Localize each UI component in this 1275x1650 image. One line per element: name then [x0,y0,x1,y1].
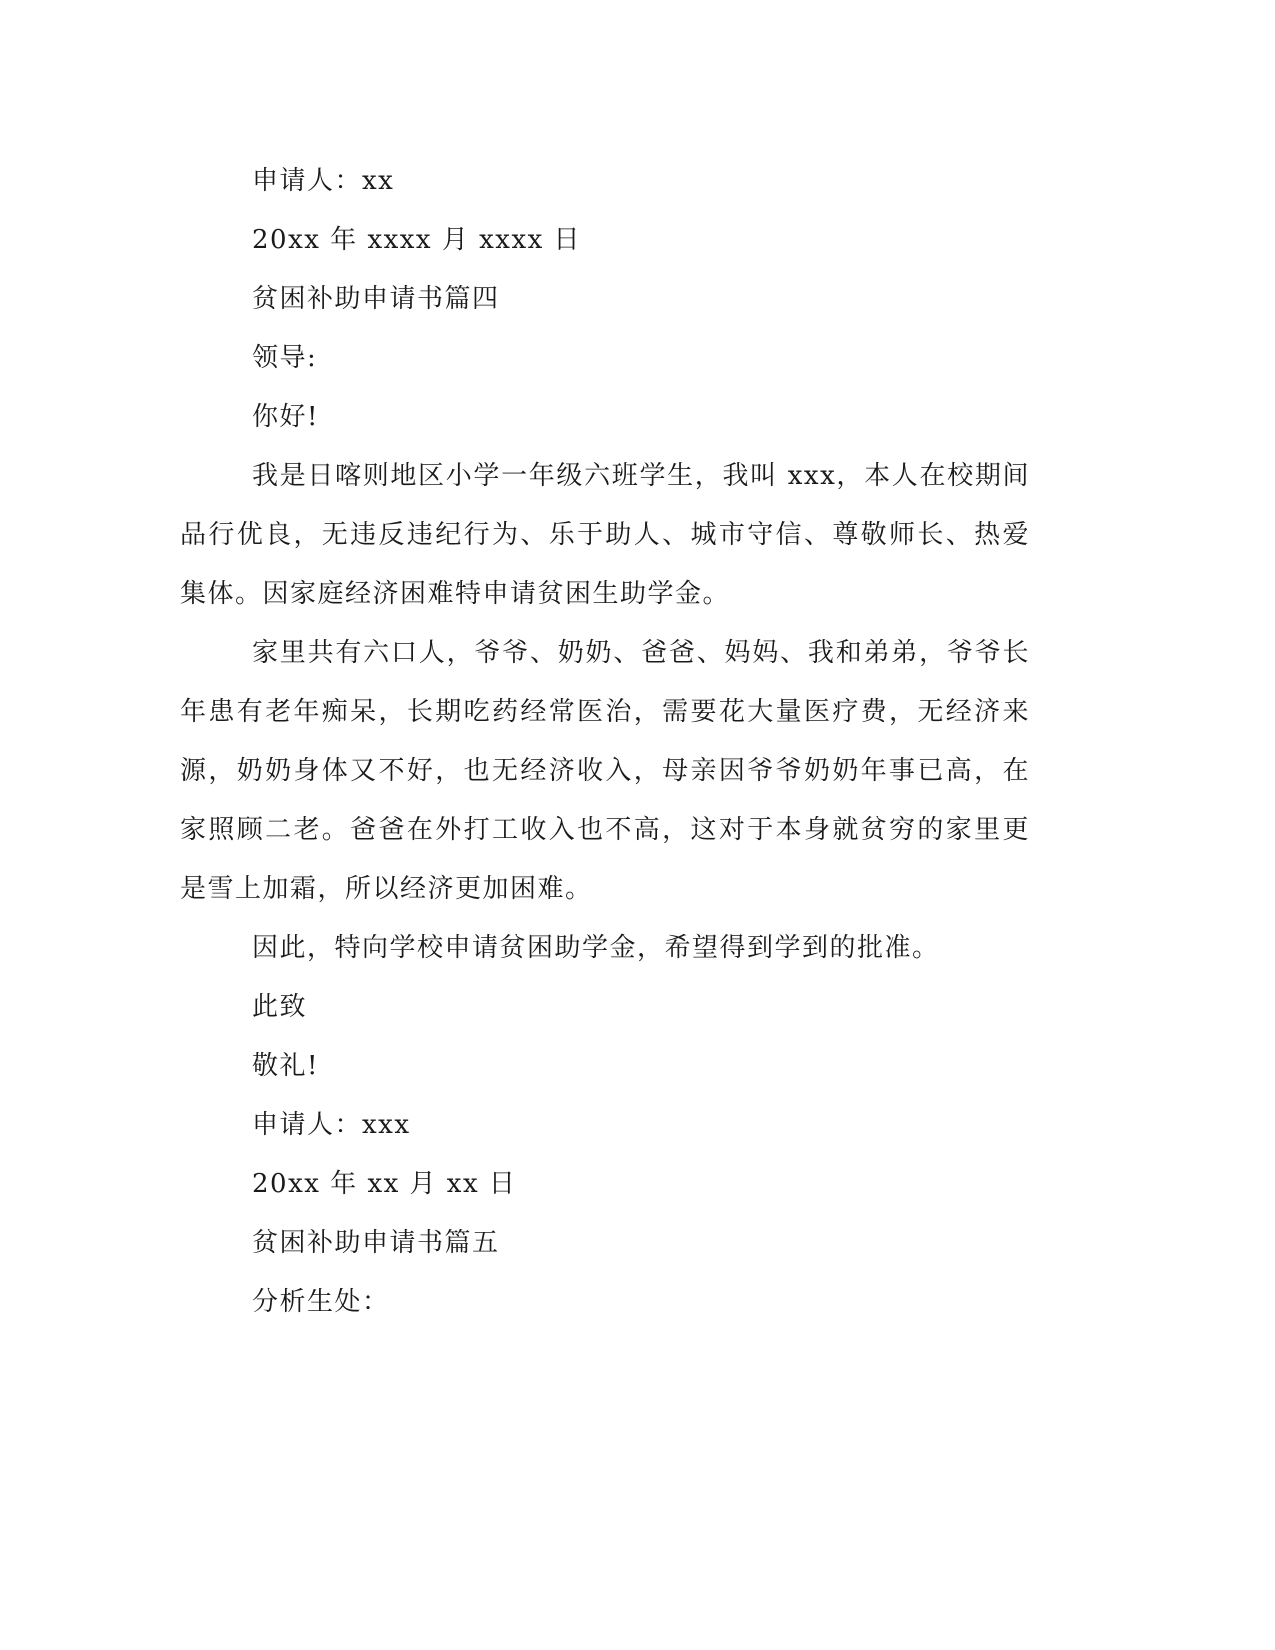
section-title-five: 贫困补助申请书篇五 [252,1228,500,1258]
signature-date: 20xx 年 xx 月 xx 日 [252,1169,517,1199]
applicant-signature: 申请人：xxx [252,1110,411,1140]
paragraph-intro: 我是日喀则地区小学一年级六班学生，我叫 xxx，本人在校期间品行优良，无违反违纪行为、乐于助人、城市守信、尊敬师长、热爱集体。因家庭经济困难特申请贫困生助学金。 [180,461,1030,609]
salutation: 领导: [252,343,318,373]
addressee-five: 分析生处： [252,1287,390,1317]
section-title-four: 贫困补助申请书篇四 [252,284,500,314]
request-line: 因此，特向学校申请贫困助学金，希望得到学到的批准。 [252,933,940,963]
applicant-line: 申请人：xx [252,166,395,196]
closing-jingli: 敬礼! [252,1051,319,1081]
document-body [180,152,1030,1332]
date-line: 20xx 年 xxxx 月 xxxx 日 [252,225,582,255]
paragraph-family: 家里共有六口人，爷爷、奶奶、爸爸、妈妈、我和弟弟，爷爷长年患有老年痴呆，长期吃药经常医治，需要花大量医疗费，无经济来源，奶奶身体又不好，也无经济收入，母亲因爷爷奶奶年事已高，在家照顾二老。爸爸在外打工收入也不高，这对于本身就贫穷的家里更是雪上加霜，所以经济更加困难。 [180,638,1030,904]
closing-cizhi: 此致 [252,992,308,1022]
greeting: 你好! [252,402,319,432]
